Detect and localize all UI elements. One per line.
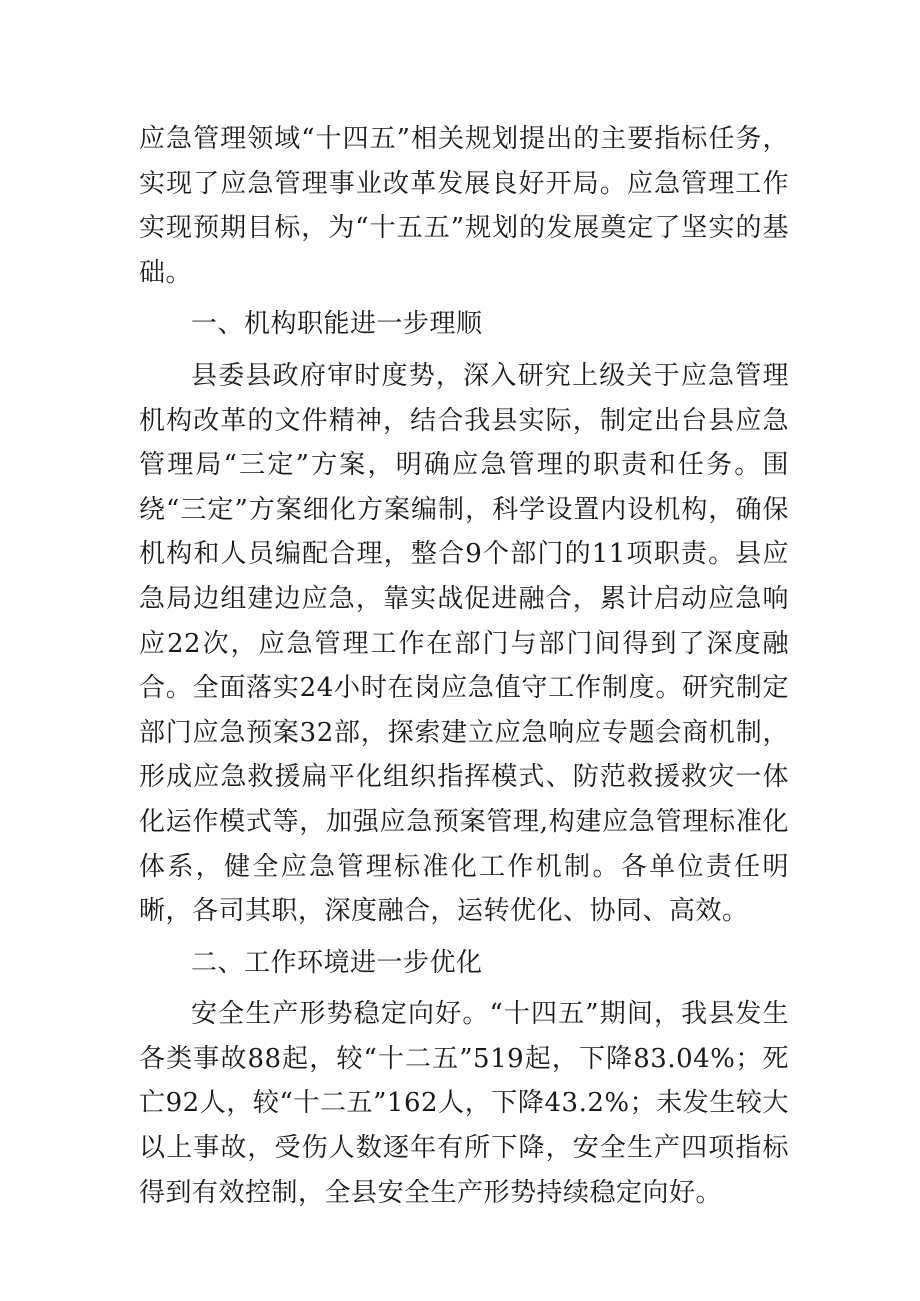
paragraph-section-2-body: 安全生产形势稳定向好。“十四五”期间，我县发生各类事故88起，较“十二五”519起，下降83.04%；死亡92人，较“十二五”162人，下降43.2%；未发生较大以上事故，受伤人数逐年有所下降，安全生产四项指标得到有效控制，全县安全生产形势持续稳定向好。 [139,999,789,1208]
paragraph-section-1-body: 县委县政府审时度势，深入研究上级关于应急管理机构改革的文件精神，结合我县实际，制定出台县应急管理局“三定”方案，明确应急管理的职责和任务。围绕“三定”方案细化方案编制，科学设置内设机构，确保机构和人员编配合理，整合9个部门的11项职责。县应急局边组建边应急，靠实战促进融合，累计启动应急响应22次，应急管理工作在部门与部门间得到了深度融合。全面落实24小时在岗应急值守工作制度。研究制定部门应急预案32部，探索建立应急响应专题会商机制，形成应急救援扁平化组织指挥模式、防范救援救灾一体化运作模式等，加强应急预案管理,构建应急管理标准化体系，健全应急管理标准化工作机制。各单位责任明晰，各司其职，深度融合，运转优化、协同、高效。 [139,360,789,927]
section-heading-1: 一、机构职能进一步理顺 [191,309,483,340]
document-body [139,117,789,1215]
paragraph-intro-continuation: 应急管理领域“十四五”相关规划提出的主要指标任务，实现了应急管理事业改革发展良好开局。应急管理工作实现预期目标，为“十五五”规划的发展奠定了坚实的基础。 [139,124,789,288]
section-heading-2: 二、工作环境进一步优化 [191,947,483,978]
